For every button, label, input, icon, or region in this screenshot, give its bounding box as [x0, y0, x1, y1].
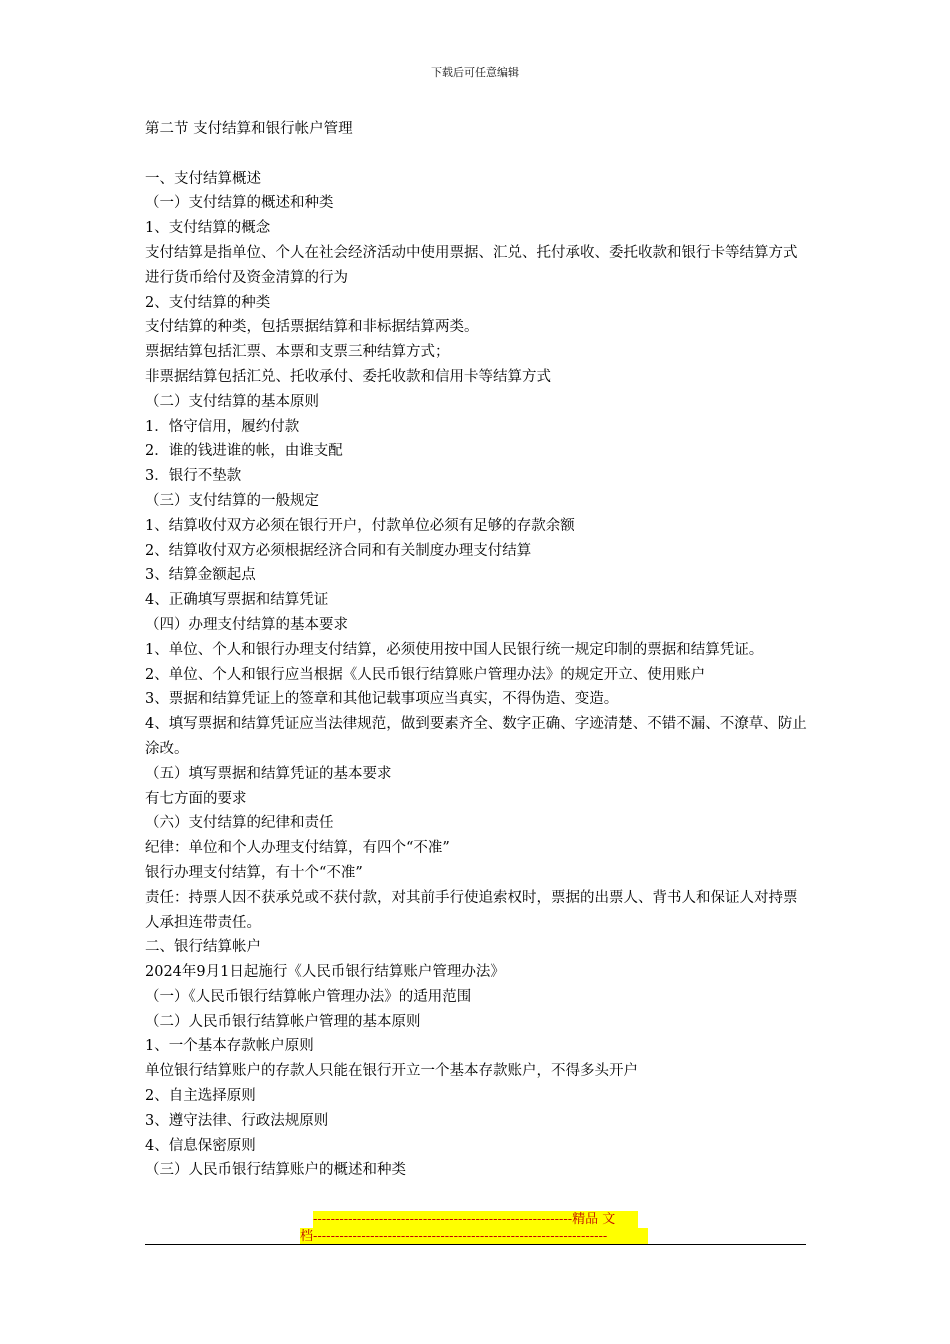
document-line: 票据结算包括汇票、本票和支票三种结算方式；: [145, 344, 450, 361]
footer-watermark: [300, 1211, 650, 1245]
footer-divider: [145, 1244, 806, 1245]
document-line: 3、票据和结算凭证上的签章和其他记载事项应当真实，不得伪造、变造。: [145, 691, 619, 708]
section-title: 第二节 支付结算和银行帐户管理: [145, 121, 353, 137]
document-line: 一、支付结算概述: [145, 170, 261, 187]
document-line: （三）支付结算的一般规定: [145, 492, 319, 509]
document-line: 1、支付结算的概念: [145, 220, 271, 237]
document-line: （三）人民币银行结算账户的概述和种类: [145, 1162, 406, 1179]
document-line: 2．谁的钱进谁的帐，由谁支配: [145, 443, 343, 460]
document-line: 1、结算收付双方必须在银行开户，付款单位必须有足够的存款余额: [145, 517, 575, 534]
document-line: 纪律：单位和个人办理支付结算，有四个“不准”: [145, 840, 450, 857]
document-line: （六）支付结算的纪律和责任: [145, 815, 334, 832]
document-line: 单位银行结算账户的存款人只能在银行开立一个基本存款账户，不得多头开户: [145, 1063, 638, 1080]
document-line: 3．银行不垫款: [145, 468, 242, 485]
document-line: 4、填写票据和结算凭证应当法律规范，做到要素齐全、数字正确、字迹清楚、不错不漏、不潦草、防止涂改。: [145, 716, 807, 757]
document-line: 1．恪守信用，履约付款: [145, 418, 300, 435]
document-line: 2、单位、个人和银行应当根据《人民币银行结算账户管理办法》的规定开立、使用账户: [145, 666, 706, 683]
document-line: 1、一个基本存款帐户原则: [145, 1038, 314, 1055]
footer-band-line-1: -----------------------------------------------------------精品 文: [313, 1211, 638, 1228]
document-line: 3、遵守法律、行政法规原则: [145, 1112, 329, 1129]
document-line: （四）办理支付结算的基本要求: [145, 616, 348, 633]
document-line: 支付结算是指单位、个人在社会经济活动中使用票据、汇兑、托付承收、委托收款和银行卡等结算方式进行货币给付及资金清算的行为: [145, 244, 798, 286]
document-line: 2、自主选择原则: [145, 1088, 256, 1105]
document-line: （五）填写票据和结算凭证的基本要求: [145, 765, 392, 782]
document-line: （一）《人民币银行结算帐户管理办法》的适用范围: [145, 988, 472, 1005]
document-line: 责任：持票人因不获承兑或不获付款，对其前手行使追索权时，票据的出票人、背书人和保证人对持票人承担连带责任。: [145, 889, 798, 931]
document-lines: [145, 167, 810, 1184]
document-line: 1、单位、个人和银行办理支付结算，必须使用按中国人民银行统一规定印制的票据和结算凭证。: [145, 641, 764, 658]
document-line: 2024年9月1日起施行《人民币银行结算账户管理办法》: [145, 964, 505, 981]
page-header-note: 下载后可任意编辑: [431, 66, 519, 79]
document-line: 4、正确填写票据和结算凭证: [145, 592, 329, 609]
document-line: （一）支付结算的概述和种类: [145, 195, 334, 212]
document-line: 有七方面的要求: [145, 790, 247, 807]
footer-band-line-2: 档-------------------------------------------------------------------: [300, 1228, 648, 1245]
document-body: [145, 117, 810, 1183]
document-line: 银行办理支付结算，有十个“不准”: [145, 864, 363, 881]
document-line: 4、信息保密原则: [145, 1137, 256, 1154]
document-line: 3、结算金额起点: [145, 567, 256, 584]
document-line: 支付结算的种类，包括票据结算和非标据结算两类。: [145, 319, 479, 336]
document-line: 二、银行结算帐户: [145, 939, 261, 956]
document-line: （二）人民币银行结算帐户管理的基本原则: [145, 1013, 421, 1030]
document-line: 2、结算收付双方必须根据经济合同和有关制度办理支付结算: [145, 542, 532, 559]
document-line: 非票据结算包括汇兑、托收承付、委托收款和信用卡等结算方式: [145, 368, 551, 385]
document-line: （二）支付结算的基本原则: [145, 393, 319, 410]
document-line: 2、支付结算的种类: [145, 294, 271, 311]
